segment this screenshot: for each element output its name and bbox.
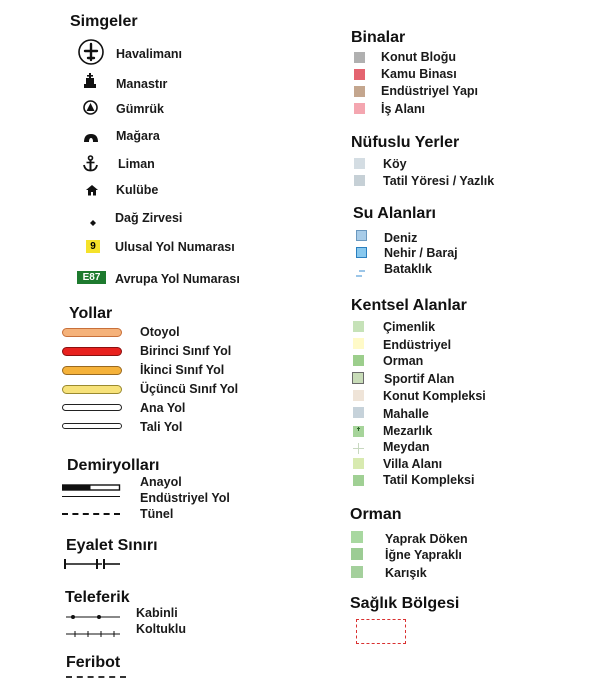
cable-car-swatch-cabin (66, 608, 122, 626)
health-heading: Sağlık Bölgesi (350, 595, 460, 612)
building-label-residential: Konut Bloğu (381, 50, 456, 64)
symbols-heading: Simgeler (70, 13, 138, 30)
urban-label-resort: Tatil Kompleksi (383, 473, 475, 487)
cave-icon (83, 130, 99, 148)
urban-label-cemetery: Mezarlık (383, 424, 433, 438)
urban-swatch-villa (353, 458, 364, 469)
populated-swatch-village (354, 158, 365, 169)
urban-label-square: Meydan (383, 440, 430, 454)
railway-swatch-main (62, 479, 122, 497)
symbol-label-harbor: Liman (118, 157, 155, 171)
forest-swatch-mixed (351, 566, 363, 578)
cable-car-swatch-chair (66, 625, 122, 643)
national-road-badge: 9 (86, 240, 100, 253)
populated-label-resort: Tatil Yöresi / Yazlık (383, 174, 495, 188)
symbol-label-monastery: Manastır (116, 77, 168, 91)
urban-swatch-sports (352, 372, 364, 384)
urban-swatch-housing (353, 390, 364, 401)
road-label-main: Ana Yol (140, 401, 186, 415)
water-label-sea: Deniz (384, 231, 418, 245)
building-swatch-residential (354, 52, 365, 63)
monastery-icon (83, 73, 97, 94)
railway-swatch-industrial (62, 496, 120, 497)
railway-label-tunnel: Tünel (140, 507, 174, 521)
urban-swatch-industrial (353, 338, 364, 349)
building-label-business: İş Alanı (381, 102, 425, 116)
water-label-marsh: Bataklık (384, 262, 432, 276)
water-swatch-river (356, 247, 367, 258)
urban-label-lawn: Çimenlik (383, 320, 436, 334)
railway-swatch-tunnel (62, 513, 120, 515)
customs-icon (83, 100, 98, 120)
cable-car-label-cabin: Kabinli (136, 606, 178, 620)
health-zone-swatch (356, 619, 406, 644)
water-label-river: Nehir / Baraj (384, 246, 458, 260)
symbol-label-peak: Dağ Zirvesi (115, 211, 183, 225)
forest-label-coniferous: İğne Yapraklı (385, 548, 462, 562)
forest-swatch-coniferous (351, 548, 363, 560)
symbol-label-national-road: Ulusal Yol Numarası (115, 240, 235, 254)
urban-swatch-square (353, 441, 364, 459)
urban-label-neighborhood: Mahalle (383, 407, 429, 421)
hut-icon (85, 183, 99, 201)
symbol-label-airport: Havalimanı (116, 47, 183, 61)
building-label-industrial: Endüstriyel Yapı (381, 84, 479, 98)
european-road-badge: E87 (77, 271, 106, 284)
road-label-secondary: İkinci Sınıf Yol (140, 363, 225, 377)
roads-heading: Yollar (69, 305, 113, 322)
road-swatch-primary (62, 347, 122, 356)
urban-heading: Kentsel Alanlar (351, 297, 467, 314)
building-label-public: Kamu Binası (381, 67, 457, 81)
road-label-minor: Tali Yol (140, 420, 183, 434)
water-swatch-marsh (356, 265, 370, 283)
water-heading: Su Alanları (353, 205, 436, 222)
state-border-swatch (64, 557, 122, 575)
buildings-heading: Binalar (351, 29, 406, 46)
urban-label-villa: Villa Alanı (383, 457, 443, 471)
road-swatch-motorway (62, 328, 122, 337)
symbol-label-cave: Mağara (116, 129, 160, 143)
forest-label-deciduous: Yaprak Döken (385, 532, 468, 546)
urban-label-housing: Konut Kompleksi (383, 389, 486, 403)
urban-label-sports: Sportif Alan (384, 372, 455, 386)
railway-label-industrial: Endüstriyel Yol (140, 491, 230, 505)
urban-swatch-resort (353, 475, 364, 486)
urban-swatch-neighborhood (353, 407, 364, 418)
building-swatch-public (354, 69, 365, 80)
symbol-label-hut: Kulübe (116, 183, 159, 197)
populated-label-village: Köy (383, 157, 407, 171)
building-swatch-industrial (354, 86, 365, 97)
urban-label-industrial: Endüstriyel (383, 338, 452, 352)
road-label-primary: Birinci Sınıf Yol (140, 344, 232, 358)
road-swatch-tertiary (62, 385, 122, 394)
railways-heading: Demiryolları (67, 457, 160, 474)
road-label-tertiary: Üçüncü Sınıf Yol (140, 382, 239, 396)
road-swatch-main (62, 404, 122, 411)
cable-car-label-chair: Koltuklu (136, 622, 186, 636)
ferry-swatch (66, 676, 126, 678)
urban-swatch-cemetery (353, 424, 364, 442)
railway-label-main: Anayol (140, 475, 182, 489)
forest-heading: Orman (350, 506, 402, 523)
forest-swatch-deciduous (351, 531, 363, 543)
cable-car-heading: Teleferik (65, 589, 130, 606)
building-swatch-business (354, 103, 365, 114)
road-swatch-minor (62, 423, 122, 429)
road-swatch-secondary (62, 366, 122, 375)
peak-icon (90, 213, 96, 231)
urban-swatch-forest (353, 355, 364, 366)
urban-label-forest: Orman (383, 354, 424, 368)
anchor-icon (82, 155, 99, 177)
populated-swatch-resort (354, 175, 365, 186)
symbol-label-customs: Gümrük (116, 102, 164, 116)
populated-heading: Nüfuslu Yerler (351, 134, 460, 151)
ferry-heading: Feribot (66, 654, 121, 671)
forest-label-mixed: Karışık (385, 566, 427, 580)
road-label-motorway: Otoyol (140, 325, 180, 339)
water-swatch-sea (356, 230, 367, 241)
symbol-label-european-road: Avrupa Yol Numarası (115, 272, 240, 286)
state-border-heading: Eyalet Sınırı (66, 537, 158, 554)
urban-swatch-lawn (353, 321, 364, 332)
airplane-icon (78, 39, 104, 70)
